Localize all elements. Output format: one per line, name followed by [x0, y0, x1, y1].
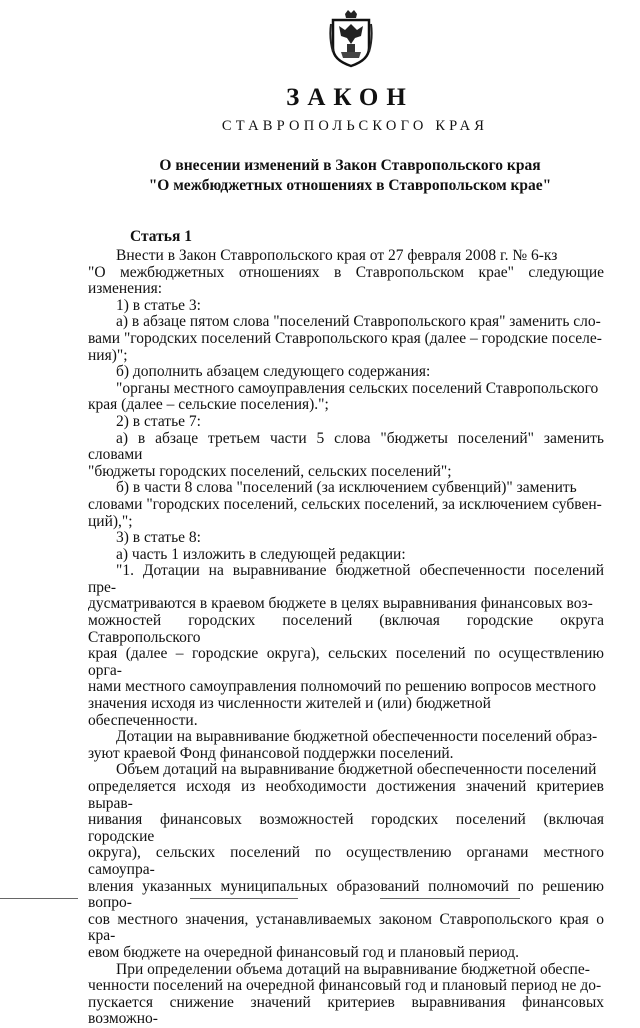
body-line: края (далее – сельские поселения).";: [88, 396, 329, 414]
coat-of-arms-icon: [329, 8, 373, 68]
body-line: При определении объема дотаций на выравнивание бюджетной обеспе-: [116, 960, 590, 978]
body-line: 3) в статье 8:: [116, 529, 201, 547]
document-subtitle: СТАВРОПОЛЬСКОГО КРАЯ: [221, 118, 489, 134]
body-line: 1) в статье 3:: [116, 296, 201, 314]
body-line: края (далее – городские округа), сельских поселений по осуществлению орга-: [88, 645, 604, 679]
body-line: Объем дотаций на выравнивание бюджетной обеспеченности поселений: [116, 761, 597, 779]
footer-line-right: [380, 898, 520, 899]
body-line: б) дополнить абзацем следующего содержания:: [116, 363, 431, 381]
law-heading: [0, 156, 640, 196]
body-line: ций),";: [88, 512, 133, 530]
body-line: Внести в Закон Ставропольского края от 27 февраля 2008 г. № 6-кз: [116, 247, 558, 264]
body-line: вами "городских поселений Ставропольского края (далее – городские поселе-: [88, 329, 602, 347]
body-line: дусматриваются в краевом бюджете в целях выравнивания финансовых воз-: [88, 595, 593, 613]
body-line: 2) в статье 7:: [116, 412, 201, 430]
body-line: "бюджеты городских поселений, сельских поселений";: [88, 462, 452, 480]
footer-line-left: [0, 898, 78, 899]
body-line: пускается снижение значений критериев выравнивания финансовых возможно-: [88, 993, 604, 1028]
body-line: ченности поселений на очередной финансовый год и плановый период не до-: [88, 977, 602, 995]
body-line: "органы местного самоуправления сельских поселений Ставропольского: [116, 379, 599, 397]
body-line: зуют краевой Фонд финансовой поддержки поселений.: [88, 744, 454, 762]
body-line: можностей городских поселений (включая городские округа Ставропольского: [88, 612, 604, 646]
body-line: "1. Дотации на выравнивание бюджетной обеспеченности поселений пре-: [88, 562, 604, 596]
body-line: значения исходя из численности жителей и (или) бюджетной обеспеченности.: [88, 695, 491, 729]
body-line: "О межбюджетных отношениях в Ставропольском крае" следующие изменения:: [88, 263, 604, 298]
body-line: евом бюджете на очередной финансовый год и плановый период.: [88, 943, 519, 961]
law-heading-line-1: О внесении изменений в Закон Ставропольского края: [159, 157, 541, 174]
body-line: Дотации на выравнивание бюджетной обеспеченности поселений образ-: [116, 728, 598, 746]
document-title: ЗАКОН: [286, 84, 414, 111]
body-line: нивания финансовых возможностей городских поселений (включая городские: [88, 811, 604, 845]
body-line: б) в части 8 слова "поселений (за исключением субвенций)" заменить: [116, 479, 577, 497]
footer-line-middle: [190, 898, 298, 899]
body-line: определяется исходя из необходимости достижения значений критериев вырав-: [88, 778, 604, 812]
article-title: Статья 1: [130, 228, 192, 245]
body-line: а) в абзаце пятом слова "поселений Ставропольского края" заменить сло-: [116, 313, 601, 331]
law-heading-line-2: "О межбюджетных отношениях в Ставропольском крае": [148, 177, 552, 194]
body-line: нами местного самоуправления полномочий по решению вопросов местного: [88, 678, 597, 696]
body-line: а) часть 1 изложить в следующей редакции:: [116, 545, 406, 563]
body-line: сов местного значения, устанавливаемых законом Ставропольского края о кра-: [88, 910, 604, 945]
body-line: словами "городских поселений, сельских поселений, за исключением субвен-: [88, 495, 602, 513]
body-line: а) в абзаце третьем части 5 слова "бюджеты поселений" заменить словами: [88, 429, 604, 464]
body-line: округа), сельских поселений по осуществлению органами местного самоупра-: [88, 844, 604, 878]
body-line: ния)";: [88, 346, 128, 364]
article-body: [88, 248, 604, 1028]
body-line: вления указанных муниципальных образований полномочий по решению вопро-: [88, 877, 604, 912]
